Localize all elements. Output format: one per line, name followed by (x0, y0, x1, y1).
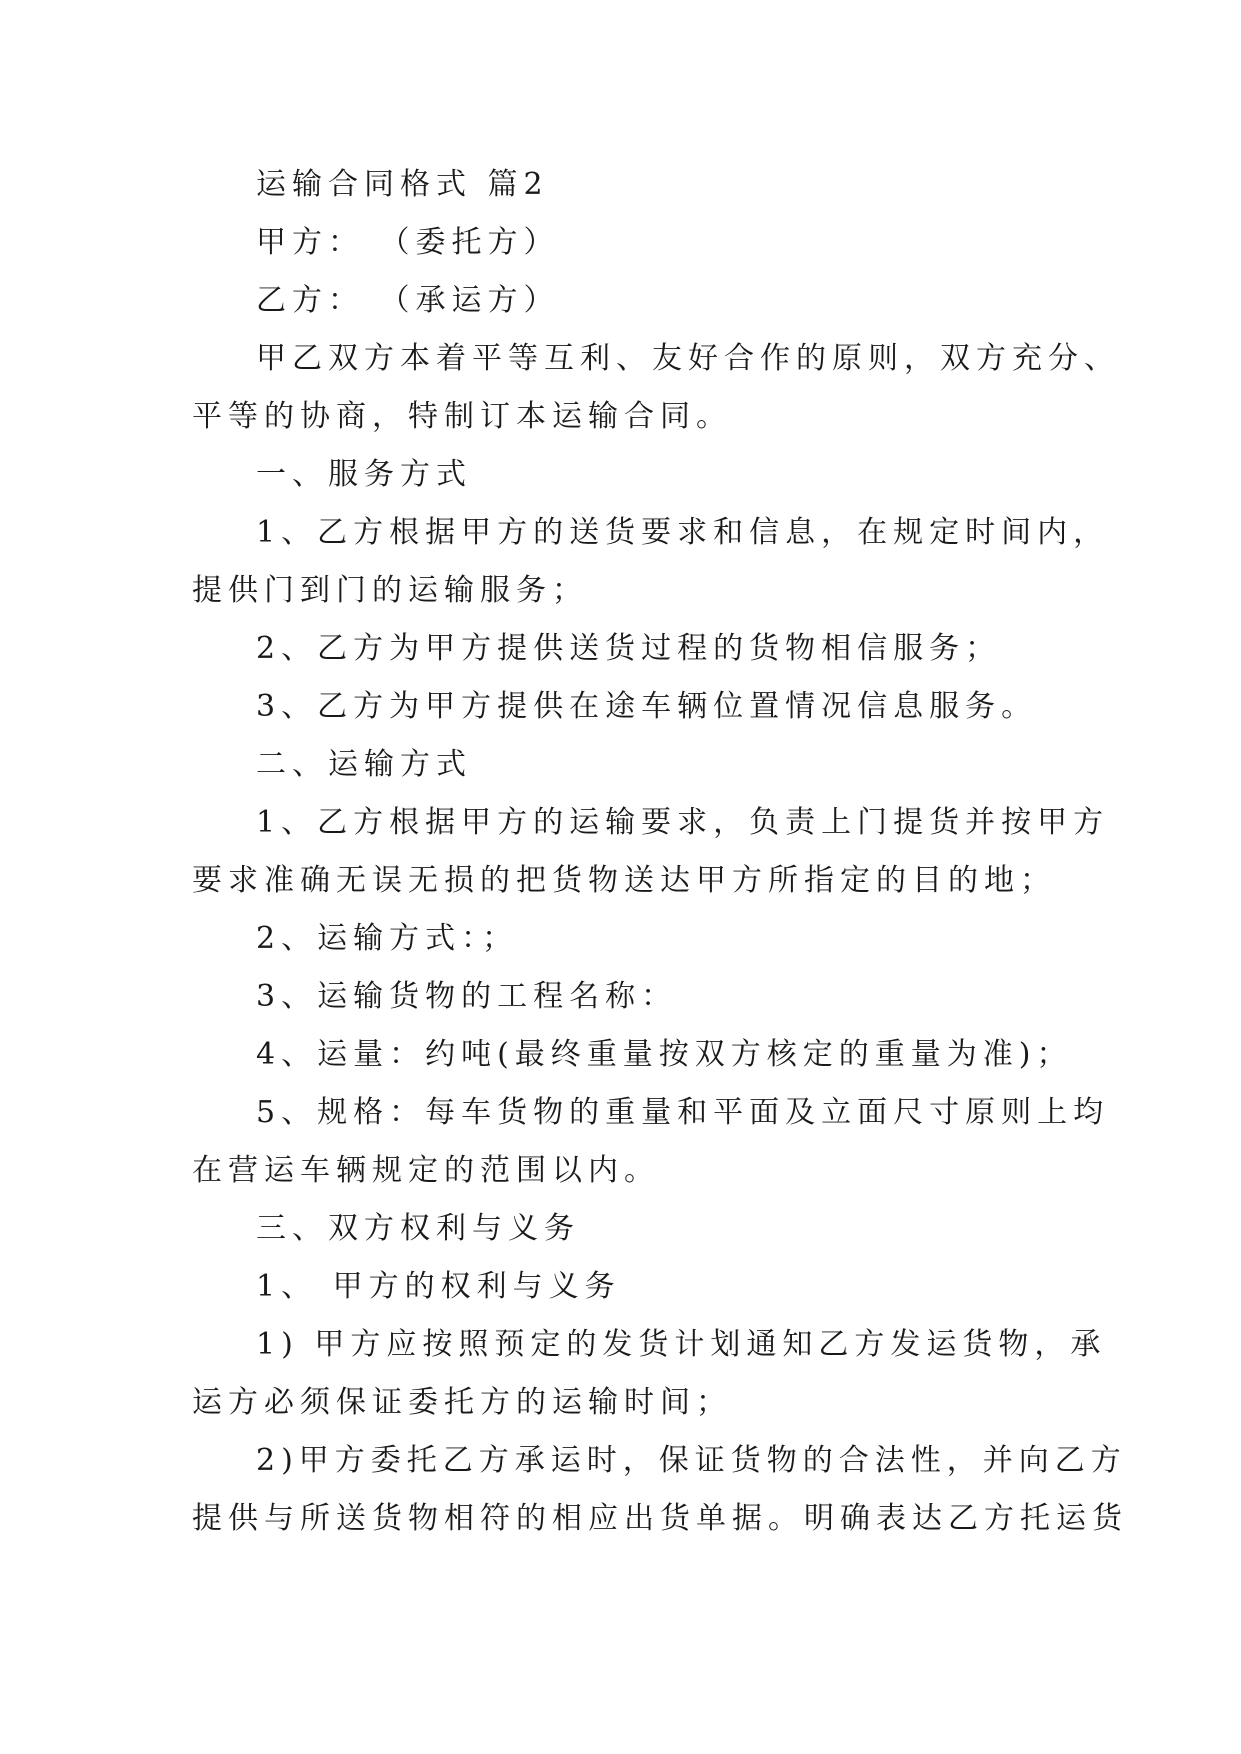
section-3-heading: 三、双方权利与义务 (256, 1211, 580, 1246)
section-3-sub-1-heading: 1、 甲方的权利与义务 (256, 1269, 621, 1304)
intro-line-2: 平等的协商，特制订本运输合同。 (192, 399, 732, 434)
section-1-item-1-line-2: 提供门到门的运输服务； (192, 573, 588, 608)
section-1-heading: 一、服务方式 (256, 457, 472, 492)
section-3-item-2-line-2: 提供与所送货物相符的相应出货单据。明确表达乙方托运货 (192, 1501, 1128, 1536)
section-3-item-2 (192, 1432, 1128, 1548)
section-3-item-1-line-1: 1) 甲方应按照预定的发货计划通知乙方发运货物，承 (256, 1327, 1107, 1362)
section-2-item-1 (192, 794, 1110, 910)
document-body (192, 156, 1128, 1548)
section-2-item-1-line-1: 1、乙方根据甲方的运输要求，负责上门提货并按甲方 (256, 805, 1110, 840)
section-2-item-2: 2、运输方式：； (256, 921, 519, 956)
party-b-line: 乙方： （承运方） (256, 283, 560, 318)
section-2-item-3: 3、运输货物的工程名称： (256, 979, 678, 1014)
section-3-item-1-line-2: 运方必须保证委托方的运输时间； (192, 1385, 732, 1420)
section-1-item-2: 2、乙方为甲方提供送货过程的货物相信服务； (256, 631, 1002, 666)
document-title: 运输合同格式 篇2 (256, 167, 549, 202)
intro-line-1: 甲乙双方本着平等互利、友好合作的原则，双方充分、 (256, 341, 1120, 376)
party-a-line: 甲方： （委托方） (256, 225, 560, 260)
section-3-item-1 (192, 1316, 1107, 1432)
section-2-item-1-line-2: 要求准确无误无损的把货物送达甲方所指定的目的地； (192, 863, 1056, 898)
section-2-item-5-line-1: 5、规格：每车货物的重量和平面及立面尺寸原则上均 (256, 1095, 1110, 1130)
section-3-item-2-line-1: 2)甲方委托乙方承运时，保证货物的合法性，并向乙方 (256, 1443, 1127, 1478)
section-2-heading: 二、运输方式 (256, 747, 472, 782)
section-2-item-4: 4、运量：约吨(最终重量按双方核定的重量为准)； (256, 1037, 1073, 1072)
section-2-item-5-line-2: 在营运车辆规定的范围以内。 (192, 1153, 660, 1188)
section-2-item-5 (192, 1084, 1110, 1200)
intro-paragraph (192, 330, 1120, 446)
section-1-item-1-line-1: 1、乙方根据甲方的送货要求和信息，在规定时间内， (256, 515, 1110, 550)
section-1-item-3: 3、乙方为甲方提供在途车辆位置情况信息服务。 (256, 689, 1038, 724)
section-1-item-1 (192, 504, 1110, 620)
